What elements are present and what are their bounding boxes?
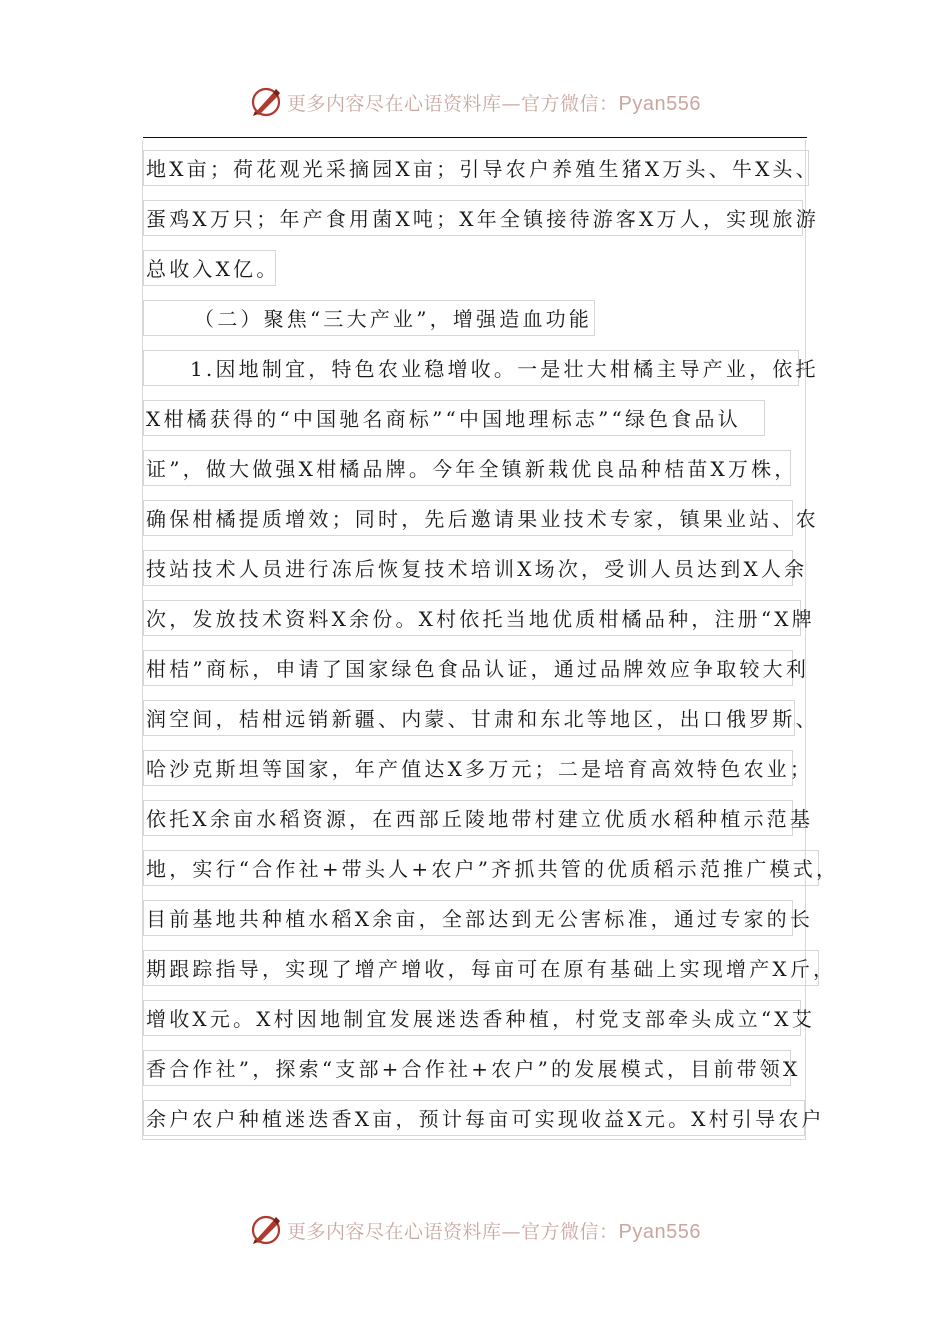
header-banner <box>0 80 950 124</box>
banner-wechat-id: Pyan556 <box>618 92 701 115</box>
text-line: 期跟踪指导，实现了增产增收，每亩可在原有基础上实现增产X斤， <box>143 950 819 986</box>
text-line: 柑桔”商标，申请了国家绿色食品认证，通过品牌效应争取较大利 <box>143 650 793 686</box>
banner-wechat-id: Pyan556 <box>618 1220 701 1243</box>
text-line: X柑橘获得的“中国驰名商标”“中国地理标志”“绿色食品认 <box>143 400 765 436</box>
text-line: 目前基地共种植水稻X余亩，全部达到无公害标准，通过专家的长 <box>143 900 793 936</box>
footer-banner <box>0 1208 950 1252</box>
pen-logo-icon <box>249 85 283 119</box>
pen-logo-icon <box>249 1213 283 1247</box>
banner-text <box>287 1217 701 1244</box>
text-line: 增收X元。X村因地制宜发展迷迭香种植，村党支部牵头成立“X艾 <box>143 1000 801 1036</box>
text-line: 证”，做大做强X柑橘品牌。今年全镇新栽优良品种桔苗X万株， <box>143 450 791 486</box>
banner-text <box>287 89 701 116</box>
text-line: 润空间，桔柑远销新疆、内蒙、甘肃和东北等地区，出口俄罗斯、 <box>143 700 795 736</box>
text-line: 地X亩；荷花观光采摘园X亩；引导农户养殖生猪X万头、牛X头、 <box>143 150 809 186</box>
text-line: 哈沙克斯坦等国家，年产值达X多万元；二是培育高效特色农业； <box>143 750 793 786</box>
text-line: 确保柑橘提质增效；同时，先后邀请果业技术专家，镇果业站、农 <box>143 500 793 536</box>
section-heading: （二）聚焦“三大产业”，增强造血功能 <box>143 300 595 336</box>
text-line: 依托X余亩水稻资源，在西部丘陵地带村建立优质水稻种植示范基 <box>143 800 793 836</box>
banner-slogan: 更多内容尽在心语资料库—官方微信： <box>287 92 619 115</box>
text-line: 总收入X亿。 <box>143 250 276 286</box>
text-line: 地，实行“合作社+带头人+农户”齐抓共管的优质稻示范推广模式， <box>143 850 819 886</box>
text-line: 技站技术人员进行冻后恢复技术培训X场次，受训人员达到X人余 <box>143 550 793 586</box>
text-line: 余户农户种植迷迭香X亩，预计每亩可实现收益X元。X村引导农户 <box>143 1100 805 1136</box>
header-rule <box>143 137 807 138</box>
document-page-frame <box>142 140 806 1140</box>
text-line: 香合作社”，探索“支部+合作社+农户”的发展模式，目前带领X <box>143 1050 791 1086</box>
text-line: 1.因地制宜，特色农业稳增收。一是壮大柑橘主导产业，依托 <box>143 350 799 386</box>
text-line: 次，发放技术资料X余份。X村依托当地优质柑橘品种，注册“X牌 <box>143 600 801 636</box>
text-line: 蛋鸡X万只；年产食用菌X吨；X年全镇接待游客X万人，实现旅游 <box>143 200 803 236</box>
banner-slogan: 更多内容尽在心语资料库—官方微信： <box>287 1220 619 1243</box>
